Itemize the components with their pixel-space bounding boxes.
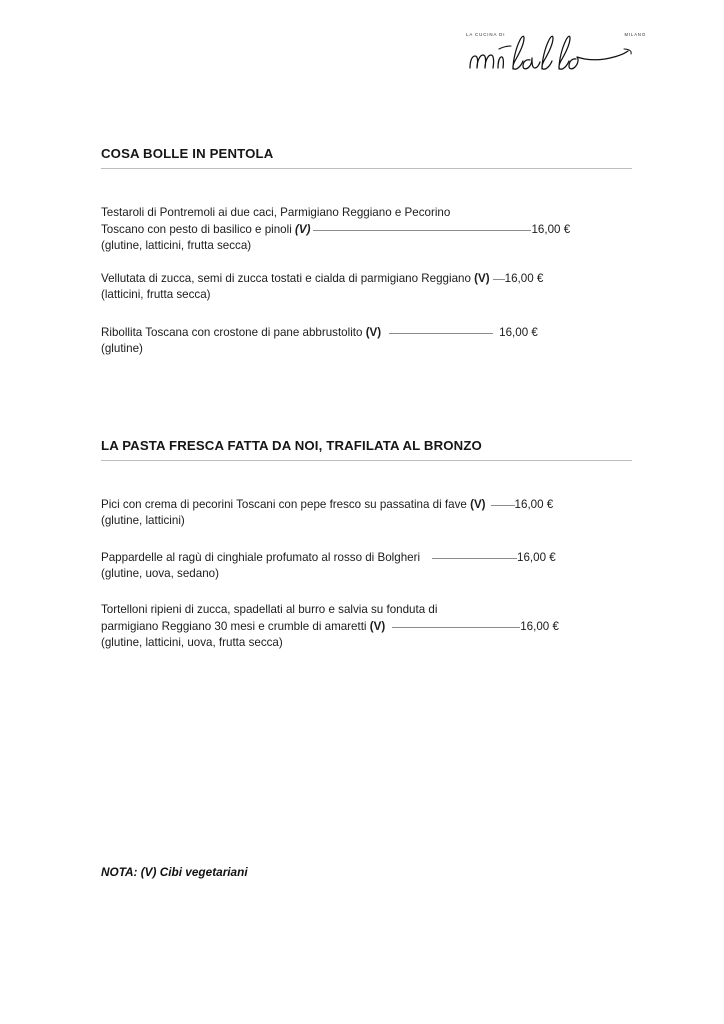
dish-name-price-line bbox=[101, 496, 632, 513]
dish-name-line: Toscano con pesto di basilico e pinoli bbox=[101, 223, 292, 237]
dish-price: 16,00 € bbox=[499, 326, 538, 339]
price-leader-line bbox=[392, 618, 520, 628]
allergen-list: (glutine, latticini, frutta secca) bbox=[101, 239, 252, 253]
restaurant-logo bbox=[464, 22, 646, 82]
dish-price: 16,00 € bbox=[531, 223, 571, 237]
logo-script-wordmark bbox=[464, 28, 646, 80]
menu-item bbox=[101, 324, 632, 357]
vegetarian-legend-note: NOTA: (V) Cibi vegetariani bbox=[101, 865, 248, 879]
dish-name-line: Ribollita Toscana con crostone di pane abbrustolito bbox=[101, 326, 363, 339]
price-leader-line bbox=[389, 324, 493, 334]
vegetarian-marker: (V) bbox=[470, 498, 486, 511]
dish-name-line: Tortelloni ripieni di zucca, spadellati al burro e salvia su fonduta di bbox=[101, 603, 438, 616]
vegetarian-marker: (V) bbox=[474, 272, 490, 285]
menu-item bbox=[101, 602, 632, 652]
menu-item bbox=[101, 496, 632, 529]
dish-name-line: Testaroli di Pontremoli ai due caci, Parmigiano Reggiano e Pecorino bbox=[101, 206, 451, 219]
dish-price: 16,00 € bbox=[520, 620, 559, 634]
price-leader-line bbox=[313, 221, 531, 231]
section-divider bbox=[101, 168, 632, 169]
vegetarian-marker: (V) bbox=[369, 620, 386, 634]
section-divider bbox=[101, 460, 632, 461]
vegetarian-marker: (V) bbox=[365, 326, 382, 339]
allergen-list: (glutine) bbox=[101, 342, 143, 356]
allergen-list: (glutine, latticini, uova, frutta secca) bbox=[101, 636, 283, 650]
section-heading-cosa-bolle-in-pentola bbox=[101, 146, 632, 169]
vegetarian-marker: (V) bbox=[295, 223, 311, 237]
dish-name-price-line bbox=[101, 270, 632, 287]
price-leader-line bbox=[493, 270, 505, 280]
dish-name-price-line bbox=[101, 549, 632, 566]
section-title: LA PASTA FRESCA FATTA DA NOI, TRAFILATA AL BRONZO bbox=[101, 438, 482, 453]
dish-name-price-line bbox=[101, 324, 632, 341]
logo-kicker-text: LA CUCINA DI bbox=[466, 32, 506, 37]
section-heading-la-pasta-fresca-fatta-da-noi-trafilata-al-bronzo bbox=[101, 438, 632, 461]
logo-city-text: MILANO bbox=[624, 32, 646, 37]
dish-name-price-line bbox=[101, 221, 632, 238]
allergen-list: (latticini, frutta secca) bbox=[101, 288, 211, 302]
dish-price: 16,00 € bbox=[517, 551, 556, 564]
menu-item bbox=[101, 270, 632, 303]
dish-price: 16,00 € bbox=[504, 272, 544, 285]
price-leader-line bbox=[432, 549, 517, 559]
dish-name-price-line bbox=[101, 618, 632, 635]
price-leader-line bbox=[491, 496, 515, 506]
dish-price: 16,00 € bbox=[514, 498, 554, 511]
dish-name-line: Pappardelle al ragù di cinghiale profumato al rosso di Bolgheri bbox=[101, 551, 421, 564]
allergen-list: (glutine, latticini) bbox=[101, 514, 185, 528]
allergen-list: (glutine, uova, sedano) bbox=[101, 567, 219, 581]
dish-name-line: Vellutata di zucca, semi di zucca tostati e cialda di parmigiano Reggiano bbox=[101, 272, 471, 285]
menu-item bbox=[101, 205, 632, 255]
dish-name-line: Pici con crema di pecorini Toscani con pepe fresco su passatina di fave bbox=[101, 498, 467, 511]
menu-item bbox=[101, 549, 632, 582]
dish-name-line: parmigiano Reggiano 30 mesi e crumble di amaretti bbox=[101, 620, 367, 634]
section-title: COSA BOLLE IN PENTOLA bbox=[101, 146, 274, 161]
